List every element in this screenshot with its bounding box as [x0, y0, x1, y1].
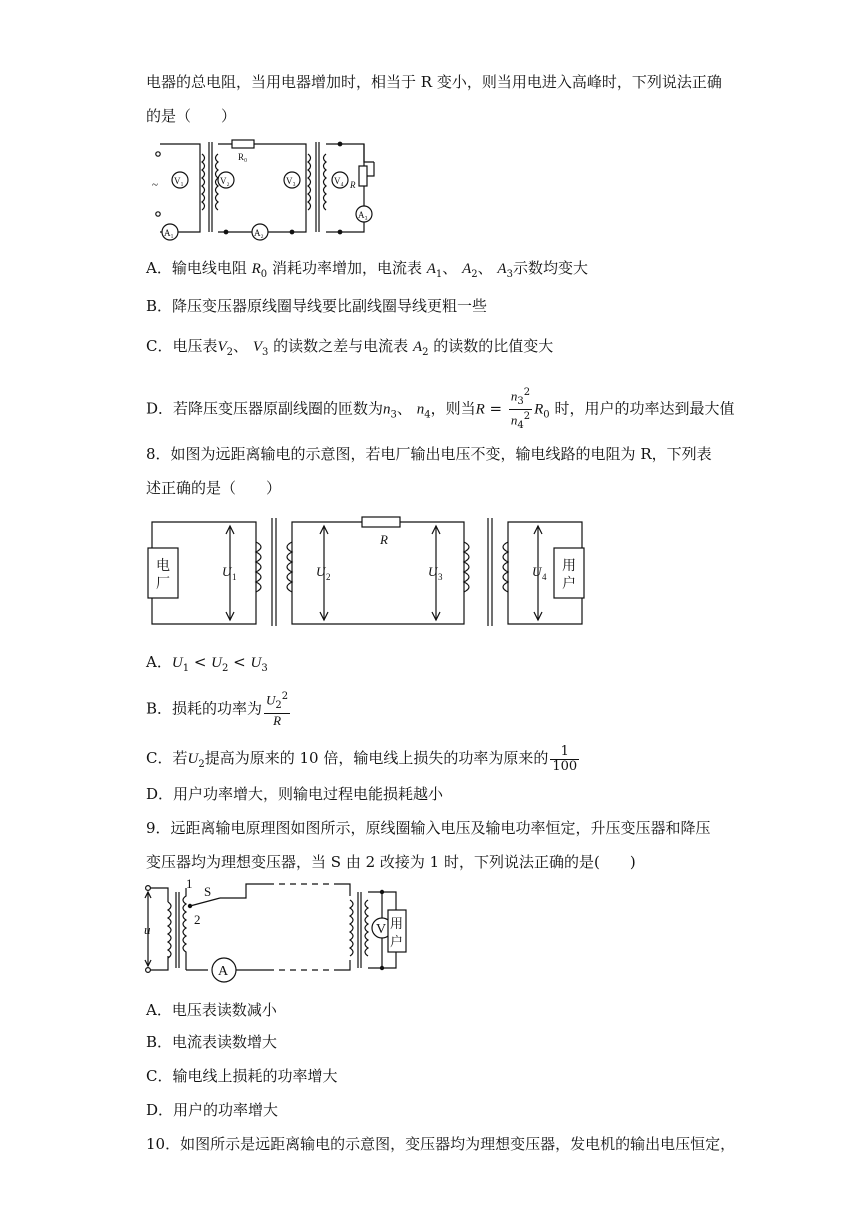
svg-text:U: U	[532, 564, 542, 579]
q9-circuit-figure	[138, 876, 408, 986]
intro-line-2: 的是（ ）	[146, 107, 237, 125]
q8-option-d: D．用户功率增大，则输电过程电能损耗越小	[146, 785, 444, 803]
q9-option-b: B．电流表读数增大	[146, 1033, 278, 1051]
q8-option-b: B．损耗的功率为 $\frac{U_2^2}{R}$	[146, 691, 289, 728]
q9-label-2: 2	[194, 912, 201, 927]
svg-text:U: U	[316, 564, 326, 579]
svg-text:V₃: V₃	[286, 176, 296, 186]
svg-text:U: U	[428, 564, 438, 579]
svg-text:R: R	[350, 180, 356, 190]
q8-plant-label-2: 厂	[156, 577, 170, 592]
q8-stem-1: 8．如图为远距离输电的示意图，若电厂输出电压不变，输电线路的电阻为 R，下列表	[146, 445, 712, 463]
q7-circuit-figure	[146, 136, 386, 242]
svg-text:V₂: V₂	[220, 176, 230, 186]
svg-text:R: R	[380, 532, 388, 547]
q7-option-a: A．输电线电阻 $R_0$ 消耗功率增加，电流表 $A_1$、 $A_2$、 $A_3$示数均变大	[146, 259, 588, 280]
q9-option-c: C．输电线上损耗的功率增大	[146, 1067, 338, 1085]
q8-user-label-2: 户	[562, 577, 576, 592]
q9-stem-2: 变压器均为理想变压器，当 S 由 2 改接为 1 时，下列说法正确的是( )	[146, 853, 636, 871]
q9-user-label-1: 用	[390, 916, 404, 931]
q9-label-u: u	[144, 922, 151, 937]
svg-text:V₄: V₄	[334, 176, 344, 186]
q9-option-d: D．用户的功率增大	[146, 1101, 279, 1119]
svg-text:V₁: V₁	[174, 176, 184, 186]
q10-stem-1: 10．如图所示是远距离输电的示意图，变压器均为理想变压器，发电机的输出电压恒定，	[146, 1135, 736, 1153]
svg-text:2: 2	[326, 572, 331, 582]
q7-option-b: B．降压变压器原线圈导线要比副线圈导线更粗一些	[146, 297, 488, 315]
q8-stem-2: 述正确的是（ ）	[146, 479, 282, 497]
svg-text:A₃: A₃	[358, 210, 368, 220]
svg-text:1: 1	[232, 572, 237, 582]
svg-text:4: 4	[542, 572, 547, 582]
q7-option-d: D．若降压变压器原副线圈的匝数为$n_3$、 $n_4$，则当R = $\frac{n_3^2}{n_4^2}$ $R_0$ 时，用户的功率达到最大值	[146, 387, 735, 431]
svg-text:A₁: A₁	[164, 228, 174, 238]
svg-text:~: ~	[152, 179, 158, 191]
q9-label-v: V	[376, 922, 387, 937]
q8-option-c: C．若$U_2$提高为原来的 10 倍，输电线上损失的功率为原来的 $\frac{1}{100}$	[146, 743, 578, 774]
svg-text:R₀: R₀	[238, 152, 248, 162]
q9-user-label-2: 户	[390, 934, 404, 949]
q8-option-a: A．$U_1 < U_2 < U_3$	[146, 653, 268, 674]
q8-circuit-figure	[146, 512, 596, 632]
q9-stem-1: 9．远距离输电原理图如图所示，原线圈输入电压及输电功率恒定，升压变压器和降压	[146, 819, 711, 837]
q7-option-c: C．电压表$V_2$、 $V_3$ 的读数之差与电流表 $A_2$ 的读数的比值变大	[146, 337, 554, 358]
q8-user-label-1: 用	[562, 559, 576, 574]
q9-label-1: 1	[186, 876, 193, 891]
svg-text:U: U	[222, 564, 232, 579]
q9-label-s: S	[204, 884, 212, 899]
svg-text:3: 3	[438, 572, 443, 582]
q8-plant-label-1: 电	[156, 559, 170, 574]
q8-fraction-c: $\frac{1}{100}$	[552, 743, 578, 774]
q7-fraction: $\frac{n_3^2}{n_4^2}$	[510, 387, 531, 431]
q9-label-a: A	[218, 964, 229, 979]
svg-text:A₂: A₂	[254, 228, 264, 238]
q8-fraction-b: $\frac{U_2^2}{R}$	[266, 691, 289, 728]
q9-option-a: A．电压表读数减小	[146, 1001, 277, 1019]
intro-line-1: 电器的总电阻，当用电器增加时，相当于 R 变小，则当用电进入高峰时，下列说法正确	[146, 73, 722, 91]
